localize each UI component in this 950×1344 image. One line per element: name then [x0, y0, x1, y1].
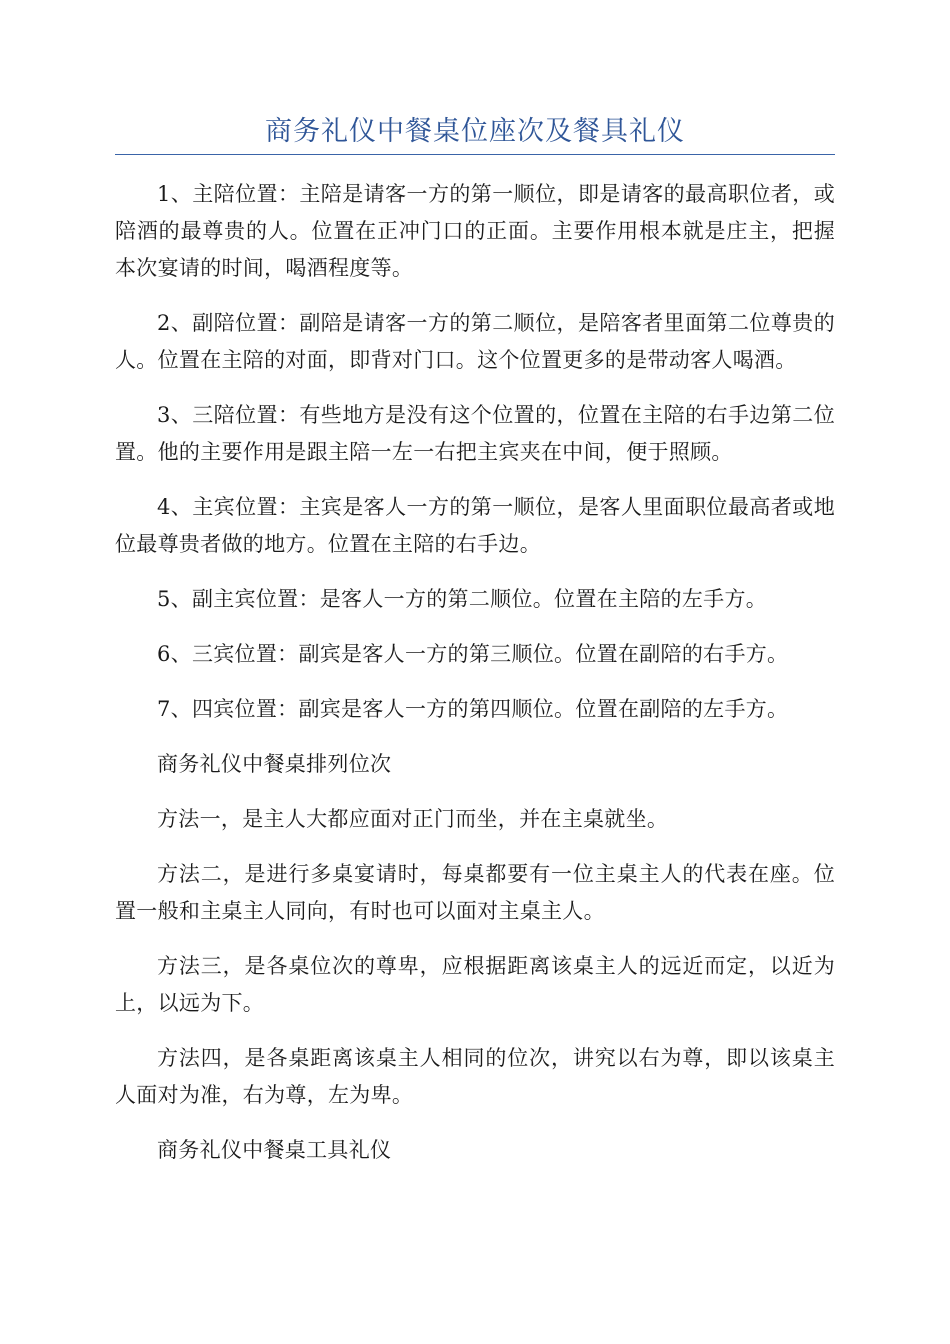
paragraph-method-three: 方法三，是各桌位次的尊卑，应根据距离该桌主人的远近而定，以近为上，以远为下。 [115, 954, 835, 1015]
paragraph-main-guest-seat: 4、主宾位置：主宾是客人一方的第一顺位，是客人里面职位最高者或地位最尊贵者做的地方。位置在主陪的右手边。 [115, 495, 835, 556]
document-title: 商务礼仪中餐桌位座次及餐具礼仪 [265, 116, 685, 147]
paragraph-third-guest-seat: 6、三宾位置：副宾是客人一方的第三顺位。位置在副陪的右手方。 [157, 642, 789, 666]
document-body [115, 176, 835, 1187]
paragraph-fourth-guest-seat: 7、四宾位置：副宾是客人一方的第四顺位。位置在副陪的左手方。 [157, 697, 789, 721]
title-underline [115, 154, 835, 155]
section-heading-tableware: 商务礼仪中餐桌工具礼仪 [157, 1138, 392, 1162]
paragraph-deputy-host-seat: 2、副陪位置：副陪是请客一方的第二顺位，是陪客者里面第二位尊贵的人。位置在主陪的对面，即背对门口。这个位置更多的是带动客人喝酒。 [115, 311, 835, 372]
paragraph-method-two: 方法二，是进行多桌宴请时，每桌都要有一位主桌主人的代表在座。位置一般和主桌主人同向，有时也可以面对主桌主人。 [115, 862, 835, 923]
paragraph-method-one: 方法一，是主人大都应面对正门而坐，并在主桌就坐。 [157, 807, 669, 831]
paragraph-third-host-seat: 3、三陪位置：有些地方是没有这个位置的，位置在主陪的右手边第二位置。他的主要作用是跟主陪一左一右把主宾夹在中间，便于照顾。 [115, 403, 835, 464]
section-heading-table-order: 商务礼仪中餐桌排列位次 [157, 752, 392, 776]
paragraph-main-host-seat: 1、主陪位置：主陪是请客一方的第一顺位，即是请客的最高职位者，或陪酒的最尊贵的人。位置在正冲门口的正面。主要作用根本就是庄主，把握本次宴请的时间，喝酒程度等。 [115, 182, 835, 280]
paragraph-method-four: 方法四，是各桌距离该桌主人相同的位次，讲究以右为尊，即以该桌主人面对为准，右为尊，左为卑。 [115, 1046, 835, 1107]
paragraph-deputy-guest-seat: 5、副主宾位置：是客人一方的第二顺位。位置在主陪的左手方。 [157, 587, 768, 611]
